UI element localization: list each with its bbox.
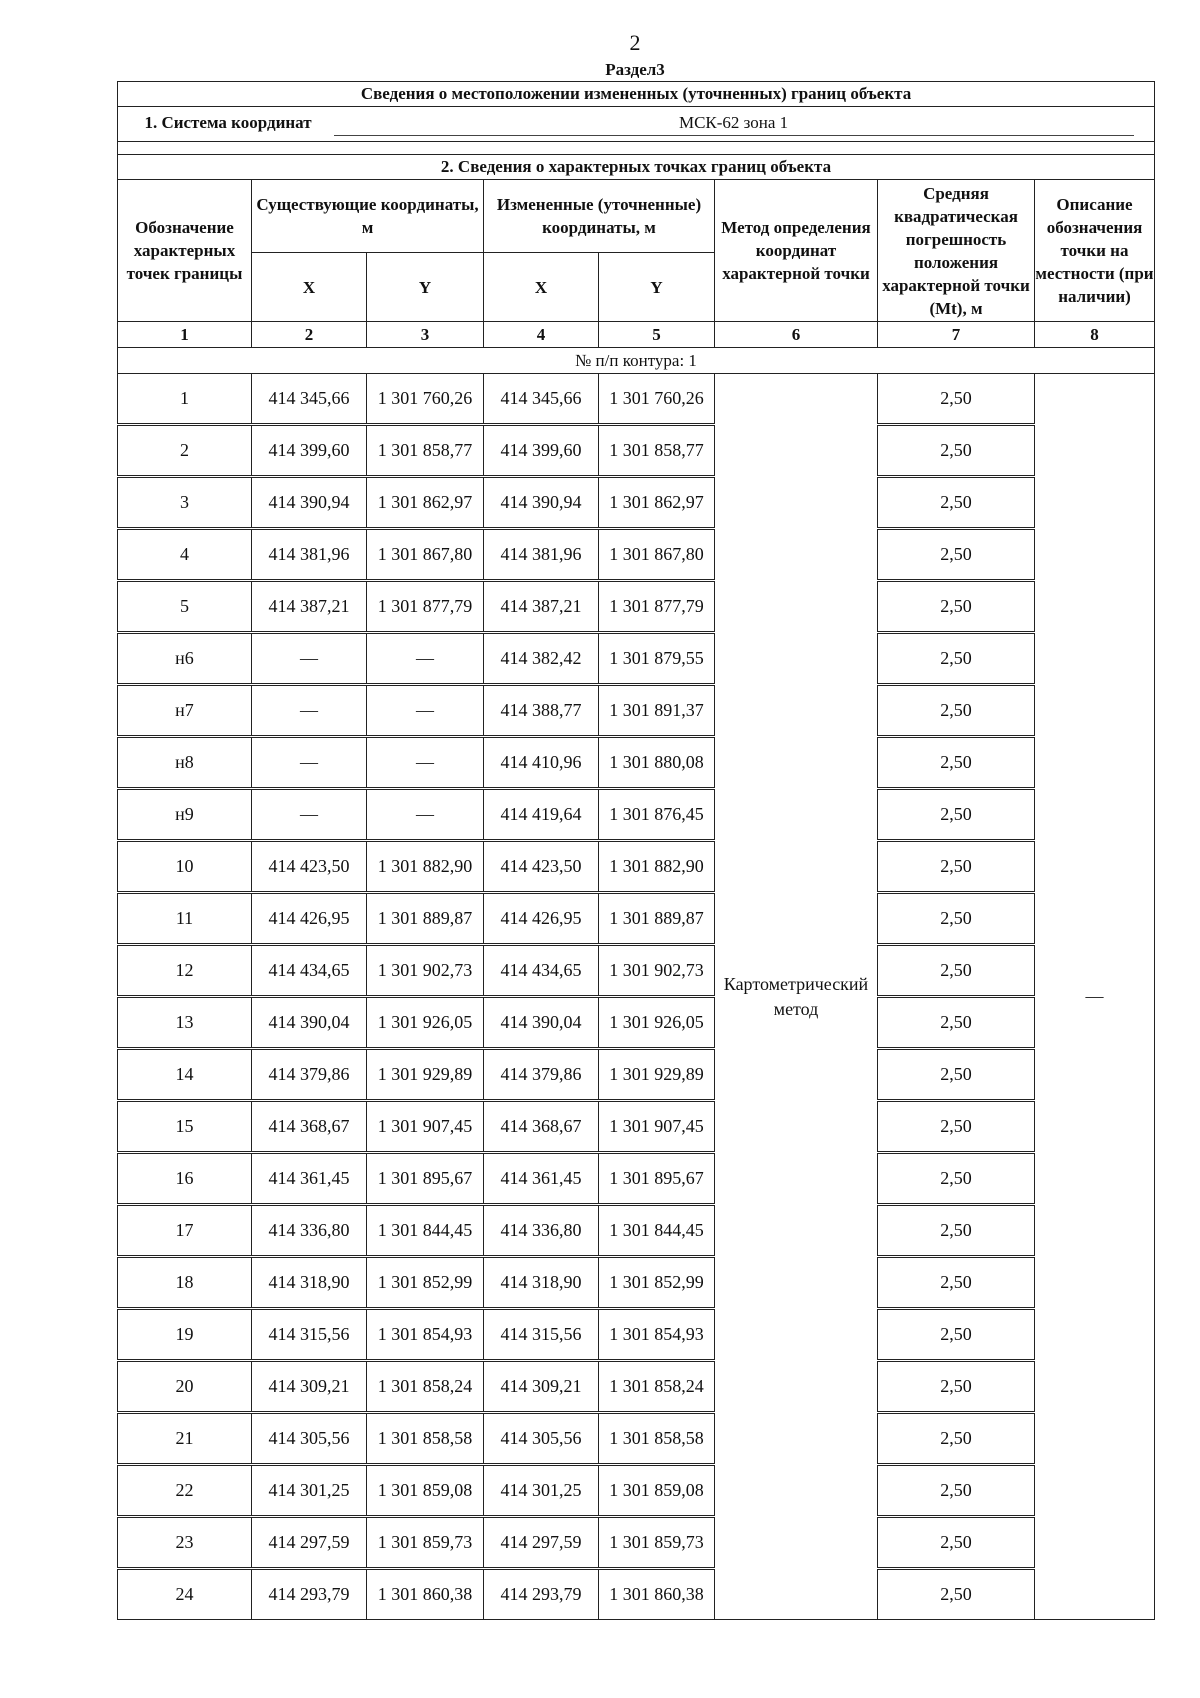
cell-changed-x: 414 293,79	[484, 1569, 599, 1620]
cell-changed-y: 1 301 880,08	[599, 737, 715, 789]
contour-label: № п/п контура: 1	[118, 348, 1155, 374]
header-point-designation: Обозначение характерных точек границы	[118, 180, 252, 322]
table-title: Сведения о местоположении измененных (уточненных) границ объекта	[118, 82, 1155, 107]
coord-system-row	[118, 107, 1155, 142]
cell-point-id: 1	[118, 374, 252, 425]
column-number: 3	[367, 322, 484, 348]
cell-existing-y: 1 301 895,67	[367, 1153, 484, 1205]
cell-point-id: 17	[118, 1205, 252, 1257]
cell-changed-x: 414 423,50	[484, 841, 599, 893]
coord-system-label: 1. Система координат	[144, 112, 312, 132]
cell-changed-y: 1 301 895,67	[599, 1153, 715, 1205]
cell-point-id: 18	[118, 1257, 252, 1309]
table-row	[118, 581, 1155, 633]
cell-changed-y: 1 301 854,93	[599, 1309, 715, 1361]
cell-point-id: 19	[118, 1309, 252, 1361]
header-mt-error: Средняя квадратическая погрешность положения характерной точки (Mt), м	[878, 180, 1035, 322]
cell-existing-x: 414 381,96	[252, 529, 367, 581]
header-existing-y: Y	[367, 253, 484, 322]
cell-existing-x: 414 305,56	[252, 1413, 367, 1465]
cell-point-id: 2	[118, 425, 252, 477]
cell-changed-x: 414 390,04	[484, 997, 599, 1049]
cell-mt-error: 2,50	[878, 1205, 1035, 1257]
table-row	[118, 945, 1155, 997]
cell-existing-y: 1 301 860,38	[367, 1569, 484, 1620]
cell-point-id: 15	[118, 1101, 252, 1153]
cell-changed-y: 1 301 876,45	[599, 789, 715, 841]
cell-changed-x: 414 382,42	[484, 633, 599, 685]
cell-existing-y: 1 301 844,45	[367, 1205, 484, 1257]
cell-existing-x: 414 387,21	[252, 581, 367, 633]
cell-existing-x: 414 399,60	[252, 425, 367, 477]
table-row	[118, 374, 1155, 425]
table-row	[118, 1517, 1155, 1569]
cell-changed-x: 414 305,56	[484, 1413, 599, 1465]
cell-existing-x: 414 379,86	[252, 1049, 367, 1101]
cell-point-id: 14	[118, 1049, 252, 1101]
cell-changed-x: 414 387,21	[484, 581, 599, 633]
cell-mt-error: 2,50	[878, 374, 1035, 425]
cell-mt-error: 2,50	[878, 633, 1035, 685]
cell-existing-x: 414 315,56	[252, 1309, 367, 1361]
cell-existing-y: —	[367, 633, 484, 685]
table-row	[118, 997, 1155, 1049]
cell-changed-x: 414 336,80	[484, 1205, 599, 1257]
cell-existing-x: 414 345,66	[252, 374, 367, 425]
table-row	[118, 477, 1155, 529]
cell-mt-error: 2,50	[878, 893, 1035, 945]
cell-existing-y: —	[367, 737, 484, 789]
cell-mt-error: 2,50	[878, 1361, 1035, 1413]
cell-point-id: 10	[118, 841, 252, 893]
cell-point-id: 5	[118, 581, 252, 633]
cell-changed-y: 1 301 907,45	[599, 1101, 715, 1153]
cell-existing-y: 1 301 926,05	[367, 997, 484, 1049]
cell-changed-x: 414 309,21	[484, 1361, 599, 1413]
table-row	[118, 893, 1155, 945]
cell-existing-x: 414 318,90	[252, 1257, 367, 1309]
cell-point-id: 13	[118, 997, 252, 1049]
cell-point-id: н8	[118, 737, 252, 789]
cell-point-id: н6	[118, 633, 252, 685]
cell-mt-error: 2,50	[878, 789, 1035, 841]
header-method: Метод определения координат характерной точки	[715, 180, 878, 322]
cell-description: —	[1035, 374, 1155, 1620]
cell-changed-y: 1 301 889,87	[599, 893, 715, 945]
header-changed-x: X	[484, 253, 599, 322]
cell-existing-y: 1 301 858,77	[367, 425, 484, 477]
cell-existing-x: —	[252, 633, 367, 685]
cell-existing-y: 1 301 760,26	[367, 374, 484, 425]
cell-mt-error: 2,50	[878, 945, 1035, 997]
cell-existing-x: 414 293,79	[252, 1569, 367, 1620]
cell-existing-x: 414 434,65	[252, 945, 367, 997]
cell-mt-error: 2,50	[878, 1309, 1035, 1361]
page-number: 2	[629, 30, 641, 55]
table-row	[118, 425, 1155, 477]
cell-mt-error: 2,50	[878, 1465, 1035, 1517]
column-number: 1	[118, 322, 252, 348]
cell-changed-x: 414 368,67	[484, 1101, 599, 1153]
cell-existing-x: 414 361,45	[252, 1153, 367, 1205]
column-number: 2	[252, 322, 367, 348]
cell-mt-error: 2,50	[878, 477, 1035, 529]
cell-existing-y: 1 301 858,24	[367, 1361, 484, 1413]
cell-changed-y: 1 301 879,55	[599, 633, 715, 685]
cell-changed-y: 1 301 859,73	[599, 1517, 715, 1569]
cell-mt-error: 2,50	[878, 1153, 1035, 1205]
cell-changed-x: 414 315,56	[484, 1309, 599, 1361]
cell-point-id: 21	[118, 1413, 252, 1465]
cell-changed-x: 414 379,86	[484, 1049, 599, 1101]
cell-mt-error: 2,50	[878, 1569, 1035, 1620]
table-row	[118, 1569, 1155, 1620]
cell-existing-x: 414 309,21	[252, 1361, 367, 1413]
cell-changed-x: 414 301,25	[484, 1465, 599, 1517]
table-row	[118, 1413, 1155, 1465]
cell-changed-y: 1 301 844,45	[599, 1205, 715, 1257]
cell-mt-error: 2,50	[878, 1517, 1035, 1569]
cell-existing-y: 1 301 929,89	[367, 1049, 484, 1101]
coord-system-value: МСК-62 зона 1	[334, 113, 1134, 136]
cell-point-id: н7	[118, 685, 252, 737]
cell-mt-error: 2,50	[878, 1049, 1035, 1101]
boundary-points-table	[117, 81, 1155, 1620]
cell-existing-x: 414 423,50	[252, 841, 367, 893]
cell-changed-y: 1 301 859,08	[599, 1465, 715, 1517]
table-row	[118, 1465, 1155, 1517]
cell-changed-y: 1 301 867,80	[599, 529, 715, 581]
cell-mt-error: 2,50	[878, 425, 1035, 477]
cell-changed-y: 1 301 882,90	[599, 841, 715, 893]
table-row	[118, 1361, 1155, 1413]
cell-changed-x: 414 419,64	[484, 789, 599, 841]
header-description: Описание обозначения точки на местности (при наличии)	[1035, 180, 1155, 322]
cell-existing-x: 414 368,67	[252, 1101, 367, 1153]
cell-changed-y: 1 301 862,97	[599, 477, 715, 529]
cell-changed-x: 414 434,65	[484, 945, 599, 997]
cell-changed-y: 1 301 858,24	[599, 1361, 715, 1413]
column-number: 5	[599, 322, 715, 348]
cell-point-id: 3	[118, 477, 252, 529]
cell-existing-y: 1 301 877,79	[367, 581, 484, 633]
table-row	[118, 1153, 1155, 1205]
cell-existing-x: —	[252, 685, 367, 737]
cell-point-id: 20	[118, 1361, 252, 1413]
cell-changed-y: 1 301 760,26	[599, 374, 715, 425]
cell-changed-y: 1 301 852,99	[599, 1257, 715, 1309]
cell-mt-error: 2,50	[878, 529, 1035, 581]
table-row	[118, 789, 1155, 841]
cell-mt-error: 2,50	[878, 1101, 1035, 1153]
table-row	[118, 633, 1155, 685]
cell-changed-y: 1 301 858,77	[599, 425, 715, 477]
cell-point-id: 12	[118, 945, 252, 997]
table-row	[118, 1205, 1155, 1257]
section-label: Раздел3	[605, 60, 665, 79]
cell-changed-x: 414 399,60	[484, 425, 599, 477]
cell-changed-y: 1 301 860,38	[599, 1569, 715, 1620]
header-changed-coords: Измененные (уточненные) координаты, м	[484, 180, 715, 253]
cell-changed-y: 1 301 929,89	[599, 1049, 715, 1101]
spacer	[118, 142, 1155, 155]
cell-mt-error: 2,50	[878, 1257, 1035, 1309]
cell-existing-y: 1 301 852,99	[367, 1257, 484, 1309]
table-row	[118, 529, 1155, 581]
column-number: 8	[1035, 322, 1155, 348]
cell-changed-x: 414 318,90	[484, 1257, 599, 1309]
cell-changed-x: 414 381,96	[484, 529, 599, 581]
cell-changed-x: 414 390,94	[484, 477, 599, 529]
cell-existing-y: —	[367, 685, 484, 737]
cell-changed-y: 1 301 891,37	[599, 685, 715, 737]
cell-existing-y: 1 301 882,90	[367, 841, 484, 893]
header-changed-y: Y	[599, 253, 715, 322]
cell-changed-x: 414 361,45	[484, 1153, 599, 1205]
cell-existing-y: 1 301 889,87	[367, 893, 484, 945]
table-row	[118, 1101, 1155, 1153]
cell-existing-y: —	[367, 789, 484, 841]
table-row	[118, 737, 1155, 789]
cell-existing-x: 414 390,94	[252, 477, 367, 529]
table-row	[118, 1049, 1155, 1101]
cell-changed-x: 414 297,59	[484, 1517, 599, 1569]
cell-mt-error: 2,50	[878, 685, 1035, 737]
cell-existing-y: 1 301 867,80	[367, 529, 484, 581]
cell-existing-x: 414 390,04	[252, 997, 367, 1049]
cell-changed-x: 414 426,95	[484, 893, 599, 945]
cell-existing-y: 1 301 859,73	[367, 1517, 484, 1569]
cell-changed-y: 1 301 926,05	[599, 997, 715, 1049]
table-row	[118, 685, 1155, 737]
cell-point-id: 24	[118, 1569, 252, 1620]
cell-mt-error: 2,50	[878, 997, 1035, 1049]
cell-changed-y: 1 301 858,58	[599, 1413, 715, 1465]
cell-existing-y: 1 301 858,58	[367, 1413, 484, 1465]
cell-mt-error: 2,50	[878, 737, 1035, 789]
table-row	[118, 841, 1155, 893]
cell-mt-error: 2,50	[878, 1413, 1035, 1465]
cell-point-id: 22	[118, 1465, 252, 1517]
column-number: 7	[878, 322, 1035, 348]
cell-changed-y: 1 301 902,73	[599, 945, 715, 997]
table-row	[118, 1257, 1155, 1309]
cell-existing-y: 1 301 859,08	[367, 1465, 484, 1517]
cell-mt-error: 2,50	[878, 841, 1035, 893]
cell-changed-x: 414 388,77	[484, 685, 599, 737]
cell-method: Картометрический метод	[715, 374, 878, 1620]
column-number: 6	[715, 322, 878, 348]
cell-changed-y: 1 301 877,79	[599, 581, 715, 633]
cell-existing-x: 414 426,95	[252, 893, 367, 945]
cell-point-id: 23	[118, 1517, 252, 1569]
cell-point-id: 11	[118, 893, 252, 945]
cell-existing-x: 414 301,25	[252, 1465, 367, 1517]
cell-existing-x: —	[252, 737, 367, 789]
cell-point-id: н9	[118, 789, 252, 841]
cell-mt-error: 2,50	[878, 581, 1035, 633]
cell-existing-x: —	[252, 789, 367, 841]
cell-changed-x: 414 410,96	[484, 737, 599, 789]
subtitle: 2. Сведения о характерных точках границ объекта	[118, 155, 1155, 180]
cell-point-id: 4	[118, 529, 252, 581]
cell-existing-y: 1 301 862,97	[367, 477, 484, 529]
cell-existing-y: 1 301 907,45	[367, 1101, 484, 1153]
header-existing-coords: Существующие координаты, м	[252, 180, 484, 253]
header-existing-x: X	[252, 253, 367, 322]
cell-point-id: 16	[118, 1153, 252, 1205]
column-number: 4	[484, 322, 599, 348]
table-row	[118, 1309, 1155, 1361]
cell-existing-y: 1 301 902,73	[367, 945, 484, 997]
cell-existing-x: 414 336,80	[252, 1205, 367, 1257]
cell-existing-y: 1 301 854,93	[367, 1309, 484, 1361]
cell-changed-x: 414 345,66	[484, 374, 599, 425]
cell-existing-x: 414 297,59	[252, 1517, 367, 1569]
